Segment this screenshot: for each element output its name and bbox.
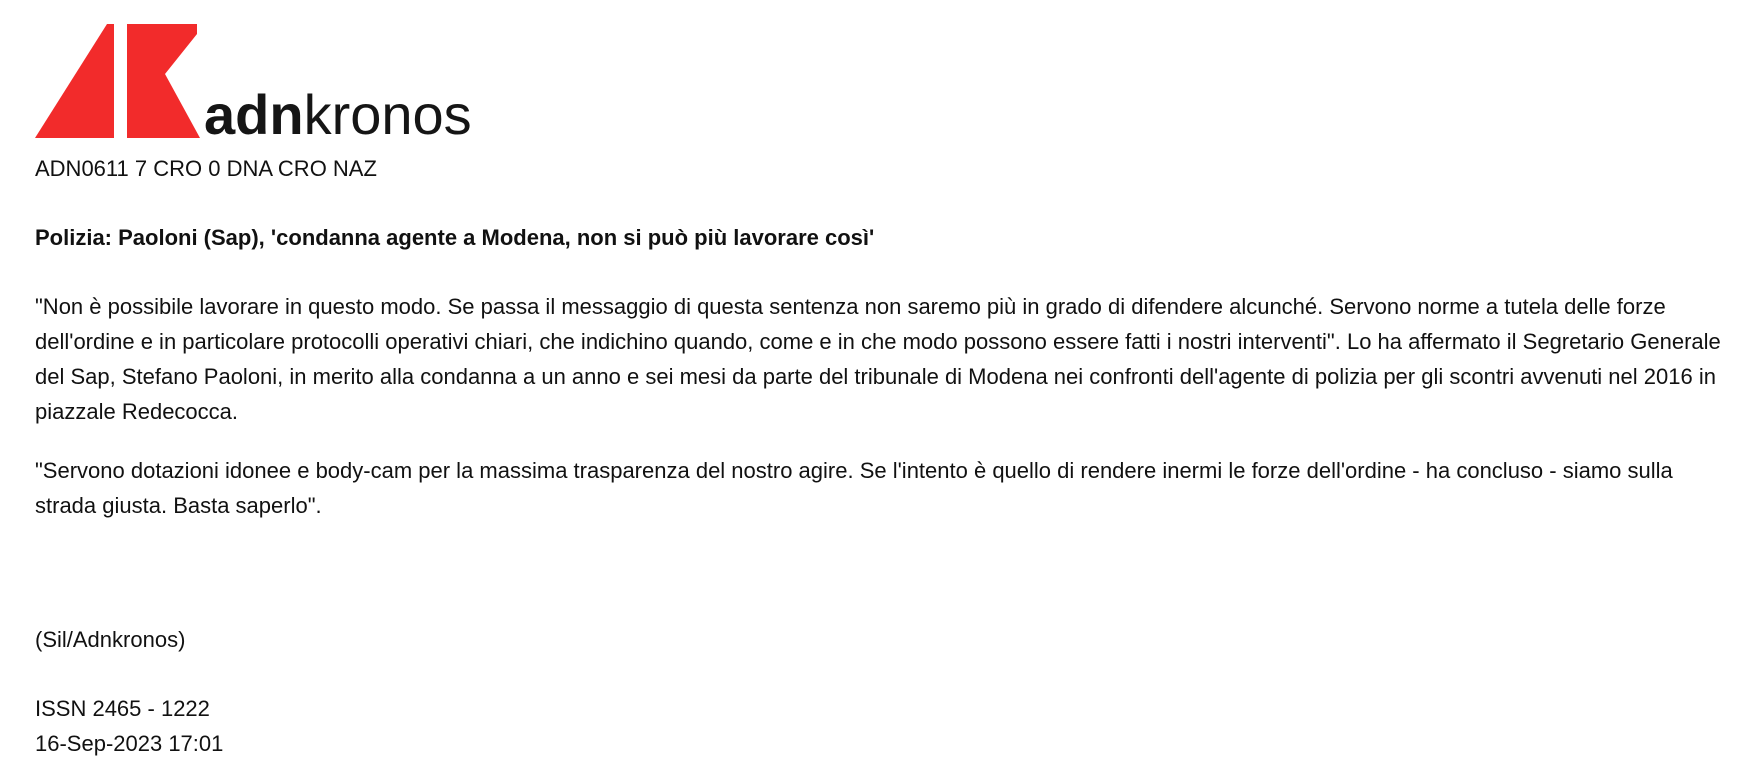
logo-k-shape (127, 24, 200, 138)
article-paragraph-1: "Non è possibile lavorare in questo modo. Se passa il messaggio di questa sentenza non saremo più in grado di difendere alcunché. Servono norme a tutela delle forze dell'ordine e in particolare protocolli operativi chiari, che indichino quando, come e in che modo possono essere fatti i nostri interventi". Lo ha affermato il Segretario Generale del Sap, Stefano Paoloni, in merito alla condanna a un anno e sei mesi da parte del tribunale di Modena nei confronti dell'agente di polizia per gli scontri avvenuti nel 2016 in piazzale Redecocca. (35, 294, 1721, 424)
adnkronos-logo (35, 24, 495, 142)
logo-wordmark (204, 83, 472, 142)
agency-code: ADN0611 7 CRO 0 DNA CRO NAZ (35, 156, 377, 181)
issn-line: ISSN 2465 - 1222 (35, 696, 210, 721)
article-headline: Polizia: Paoloni (Sap), 'condanna agente a Modena, non si può più lavorare così' (35, 225, 875, 250)
adnkronos-logo-mark (35, 24, 495, 142)
article-signoff: (Sil/Adnkronos) (35, 627, 186, 652)
article-paragraph-2: "Servono dotazioni idonee e body-cam per la massima trasparenza del nostro agire. Se l'intento è quello di rendere inermi le forze dell'ordine - ha concluso - siamo sulla strada giusta. Basta saperlo". (35, 458, 1673, 518)
logo-wordmark-light: kronos (303, 83, 472, 142)
article-datetime: 16-Sep-2023 17:01 (35, 731, 224, 756)
logo-triangle (35, 24, 114, 138)
logo-wordmark-bold: adn (204, 83, 304, 142)
